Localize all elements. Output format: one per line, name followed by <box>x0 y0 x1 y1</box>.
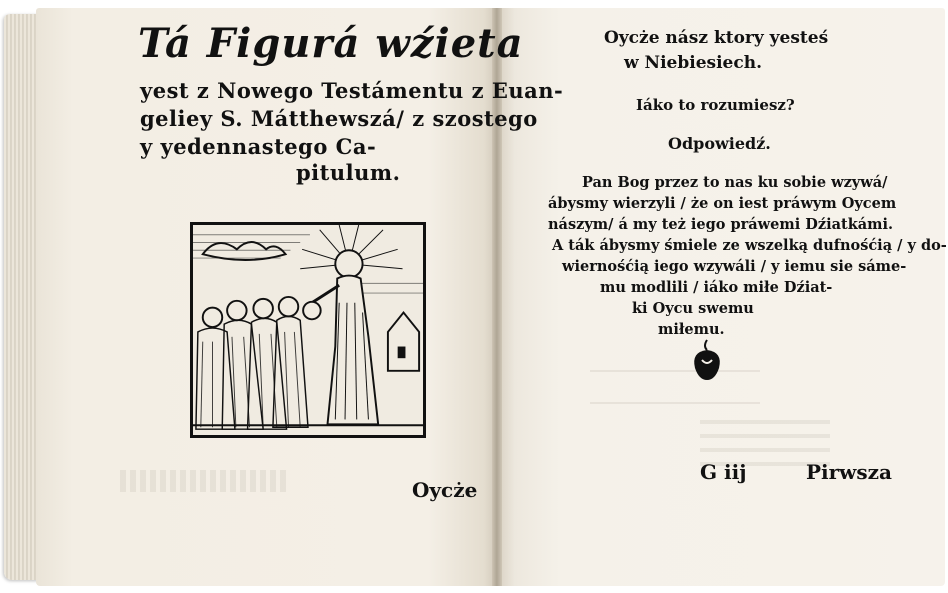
left-title-line-4: y yedennastego Ca- <box>140 134 377 159</box>
right-answer-label: Odpowiedź. <box>668 134 771 153</box>
left-title-line-1: Tá Figurá wźieta <box>138 20 524 67</box>
right-heading-line-1: Oycże nász ktory yesteś <box>604 28 829 48</box>
body-line: ábysmy wierzyli / że on iest práwym Oycem <box>548 195 897 212</box>
body-line: ki Oycu swemu <box>632 300 754 317</box>
body-line: miłemu. <box>658 321 725 338</box>
left-catchword: Oycże <box>412 478 478 502</box>
body-line: nászym/ á my też iego práwemi Dźiatkámi. <box>548 216 894 233</box>
right-page <box>497 8 945 586</box>
signature-mark: G iij <box>700 460 747 484</box>
body-line: A ták ábysmy śmiele ze wszelką dufnośćią / y do- <box>552 237 947 254</box>
right-catchword: Pirwsza <box>806 460 892 484</box>
right-heading-line-2: w Niebiesiech. <box>624 53 763 73</box>
show-through-right <box>590 370 760 404</box>
show-through-left <box>120 470 290 492</box>
body-line: wiernośćią iego wzywáli / y iemu sie sáme- <box>562 258 907 275</box>
body-line: Pan Bog przez to nas ku sobie wzywá/ <box>582 174 888 191</box>
left-title-line-3: geliey S. Mátthewszá/ z szostego <box>140 106 538 131</box>
woodcut-christ-teaching-icon <box>190 222 426 438</box>
left-title-line-5: pitulum. <box>296 160 401 185</box>
right-question: Iáko to rozumiesz? <box>636 96 795 114</box>
fleuron-icon <box>690 338 724 382</box>
body-line: mu modlili / iáko miłe Dźiat- <box>600 279 833 296</box>
left-title-line-2: yest z Nowego Testámentu z Euan- <box>140 78 564 103</box>
